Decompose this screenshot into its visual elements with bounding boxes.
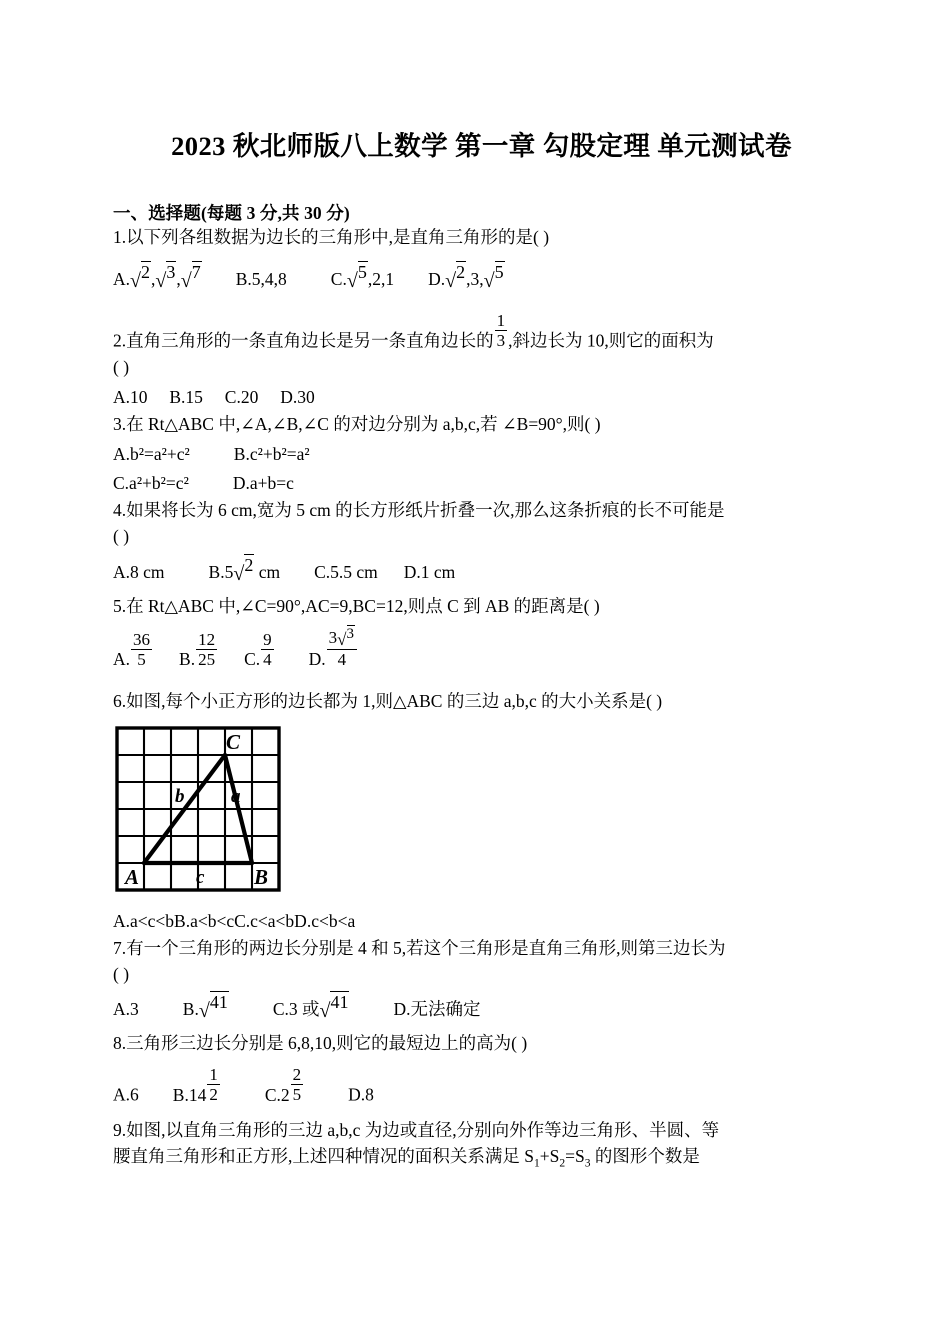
question-5-number: 5. — [113, 595, 127, 616]
side-label-a: a — [231, 785, 241, 807]
question-3-options-row2 — [113, 470, 850, 496]
question-4-options — [113, 554, 850, 585]
question-4-number: 4. — [113, 500, 127, 521]
question-2-number: 2. — [113, 330, 127, 351]
radical-icon: √5 — [483, 261, 504, 292]
question-7-stem-line2: ( ) — [113, 963, 130, 984]
option-1-d: D.√2,3,√5 — [428, 261, 504, 292]
question-5-stem — [113, 594, 850, 620]
question-9-stem-line1 — [113, 1118, 850, 1144]
question-1-text: 以下列各组数据为边长的三角形中,是直角三角形的是( ) — [126, 227, 550, 247]
option-4-a: A.8 cm — [113, 561, 165, 582]
radical-icon: √41 — [319, 992, 349, 1023]
option-4-d: D.1 cm — [403, 561, 456, 582]
option-8-c: C.2 $\frac{2}{5}$ — [264, 1065, 302, 1105]
side-label-b: b — [175, 785, 185, 807]
question-7-options — [113, 992, 850, 1023]
option-3-d: D.a+b=c — [232, 472, 294, 493]
radical-icon: √2 — [233, 554, 254, 585]
option-5-d: D. $\frac{3√3}{4}$ — [309, 649, 358, 669]
question-6-number: 6. — [113, 690, 127, 711]
radical-icon: √2 — [445, 261, 466, 292]
question-4-text: 如果将长为 6 cm,宽为 5 cm 的长方形纸片折叠一次,那么这条折痕的长不可能是 — [126, 500, 725, 521]
question-2-stem — [113, 311, 850, 355]
radical-icon: √5 — [346, 261, 367, 292]
option-4-b: B.5√2 cm — [208, 554, 281, 585]
option-1-c: C.√5,2,1 — [330, 261, 395, 292]
question-8-options — [113, 1065, 850, 1109]
subscript-2: 2 — [559, 1157, 566, 1170]
question-9-text-line1: 如图,以直角三角形的三边 a,b,c 为边或直径,分别向外作等边三角形、半圆、等 — [126, 1120, 720, 1141]
subscript-1: 1 — [533, 1157, 540, 1170]
question-8-number: 8. — [113, 1033, 127, 1054]
option-7-c: C.3 或√41 — [272, 992, 349, 1023]
vertex-label-c: C — [226, 729, 241, 754]
question-4-stem — [113, 498, 850, 524]
question-7-number: 7. — [113, 937, 127, 958]
vertex-label-a: A — [125, 864, 140, 889]
fraction: $\frac{36}{5}$ — [133, 630, 151, 670]
option-5-b: B. $\frac{12}{25}$ — [179, 630, 216, 670]
question-7-text: 有一个三角形的两边长分别是 4 和 5,若这个三角形是直角三角形,则第三边长为 — [126, 937, 726, 958]
question-7-stem — [113, 936, 850, 962]
radical-icon: √3 — [155, 261, 176, 292]
option-8-d: D.8 — [348, 1084, 374, 1105]
option-7-b: B.√41 — [182, 992, 228, 1023]
option-7-d: D.无法确定 — [393, 999, 481, 1020]
option-3-b: B.c²+b²=a² — [233, 443, 310, 464]
question-9-stem-line2: 腰直角三角形和正方形,上述四种情况的面积关系满足 $S_1+S_2=S_3$ 的图形个数是 — [113, 1145, 700, 1170]
option-1-b: B.5,4,8 — [235, 268, 287, 289]
question-4-stem-line2: ( ) — [113, 525, 130, 546]
question-6-figure — [114, 725, 850, 902]
fraction: $\frac{1}{2}$ — [209, 1065, 218, 1105]
section-heading: 一、选择题(每题 3 分,共 30 分) — [113, 203, 350, 223]
question-5-options — [113, 625, 850, 674]
subscript-3: 3 — [584, 1157, 591, 1170]
vertex-label-b: B — [254, 864, 269, 889]
question-3-stem — [113, 412, 850, 438]
option-3-a: A.b²=a²+c² — [113, 443, 190, 464]
option-8-a: A.6 — [113, 1084, 139, 1105]
question-2-stem-line2: ( ) — [113, 356, 130, 377]
option-1-a: A.√2,√3,√7 — [113, 261, 201, 292]
question-3-options-row1 — [113, 441, 850, 467]
fraction: $\frac{12}{25}$ — [198, 630, 216, 670]
option-7-a: A.3 — [113, 999, 139, 1020]
radical-icon: √7 — [180, 261, 201, 292]
page-title: 2023 秋北师版八上数学 第一章 勾股定理 单元测试卷 — [171, 131, 792, 161]
radical-icon: √3 — [337, 625, 354, 649]
option-4-c: C.5.5 cm — [314, 561, 378, 582]
question-8-stem — [113, 1031, 850, 1057]
side-label-c: c — [196, 866, 205, 888]
document-page — [113, 0, 850, 1317]
question-8-text: 三角形三边长分别是 6,8,10,则它的最短边上的高为( ) — [126, 1033, 528, 1054]
question-1-number: 1. — [113, 227, 127, 247]
question-2-options: A.10 B.15 C.20 D.30 — [113, 386, 315, 407]
fraction-one-third: $\frac{1}{3}$ — [496, 311, 506, 351]
question-3-text: 在 Rt△ABC 中,∠A,∠B,∠C 的对边分别为 a,b,c,若 ∠B=90°,则( ) — [126, 413, 601, 434]
question-1-stem — [113, 225, 850, 251]
question-1-options — [113, 261, 850, 292]
question-2-text-after: ,斜边长为 10,则它的面积为 — [508, 330, 714, 351]
option-5-c: C. $\frac{9}{4}$ — [244, 630, 272, 670]
question-6-options: A.a<c<bB.a<b<cC.c<a<bD.c<b<a — [113, 910, 356, 931]
question-3-number: 3. — [113, 413, 127, 434]
question-6-stem — [113, 689, 850, 715]
question-5-text: 在 Rt△ABC 中,∠C=90°,AC=9,BC=12,则点 C 到 AB 的距离是( ) — [126, 595, 600, 616]
option-8-b: B.14 $\frac{1}{2}$ — [172, 1065, 218, 1105]
fraction: $\frac{9}{4}$ — [263, 630, 272, 670]
grid-triangle-figure — [114, 725, 286, 897]
fraction: $\frac{2}{5}$ — [292, 1065, 302, 1105]
question-6-text: 如图,每个小正方形的边长都为 1,则△ABC 的三边 a,b,c 的大小关系是( ) — [126, 690, 663, 711]
question-9-number: 9. — [113, 1120, 127, 1141]
fraction: $\frac{3√3}{4}$ — [327, 629, 357, 668]
radical-icon: √41 — [198, 992, 228, 1023]
option-3-c: C.a²+b²=c² — [113, 472, 189, 493]
option-5-a: A. $\frac{36}{5}$ — [113, 630, 151, 670]
question-2-text-before: 直角三角形的一条直角边长是另一条直角边长的 — [126, 330, 494, 351]
radical-icon: √2 — [130, 261, 150, 292]
